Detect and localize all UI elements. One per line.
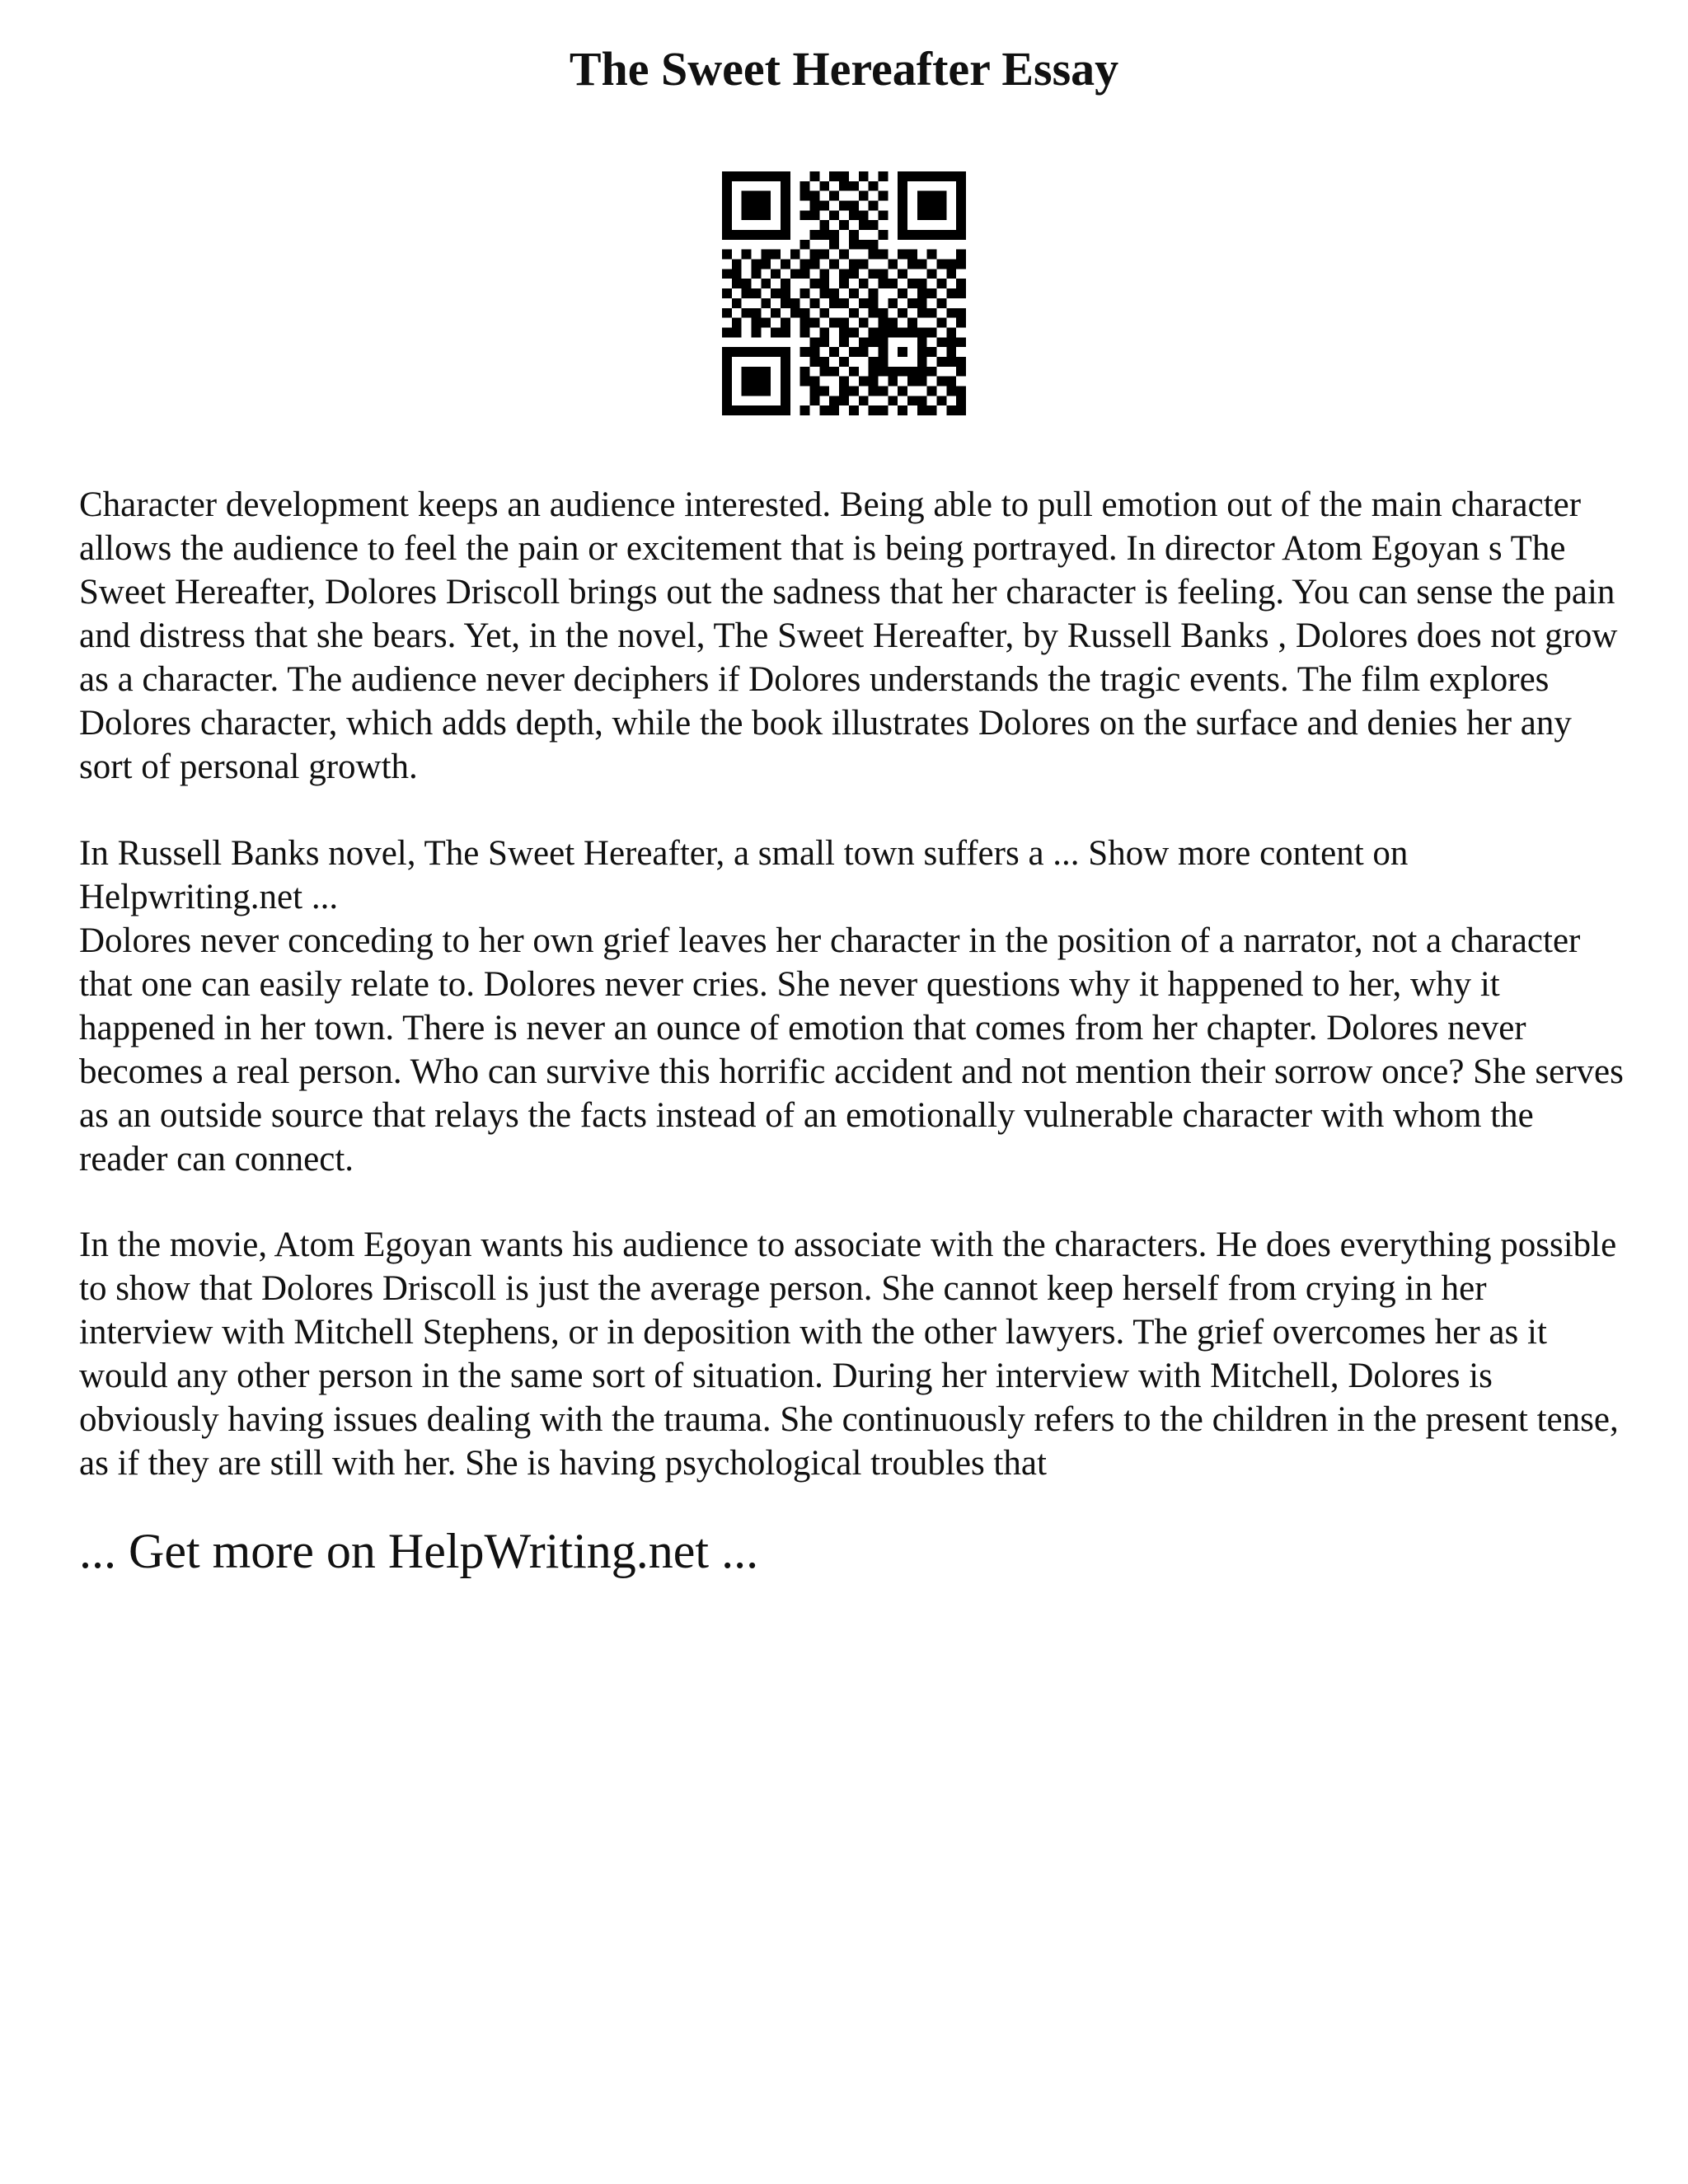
- document-title: The Sweet Hereafter Essay: [569, 42, 1119, 96]
- get-more-link[interactable]: ... Get more on HelpWriting.net ...: [79, 1524, 759, 1578]
- qr-code-icon: [722, 171, 966, 415]
- essay-paragraph-3: Dolores never conceding to her own grief leaves her character in the position of a narrator, not a character that one can easily relate to. Dolores never cries. She never questions why it happened to her, why it happened in her town. There is never an ounce of emotion that comes from her chapter. Dolores never becomes a real person. Who can survive this horrific accident and not mention their sorrow once? She serves as an outside source that relays the facts instead of an emotionally vulnerable character with whom the reader can connect.: [79, 921, 1624, 1179]
- essay-paragraph-4: In the movie, Atom Egoyan wants his audience to associate with the characters. He does everything possible to show that Dolores Driscoll is just the average person. She cannot keep herself from crying in her interview with Mitchell Stephens, or in deposition with the other lawyers. The grief overcomes her as it would any other person in the same sort of situation. During her interview with Mitchell, Dolores is obviously having issues dealing with the trauma. She continuously refers to the children in the present tense, as if they are still with her. She is having psychological troubles that: [79, 1226, 1619, 1483]
- essay-paragraph-1: Character development keeps an audience interested. Being able to pull emotion out of the main character allows the audience to feel the pain or excitement that is being portrayed. In director Atom Egoyan s The Sweet Hereafter, Dolores Driscoll brings out the sadness that her character is feeling. You can sense the pain and distress that she bears. Yet, in the novel, The Sweet Hereafter, by Russell Banks , Dolores does not grow as a character. The audience never deciphers if Dolores understands the tragic events. The film explores Dolores character, which adds depth, while the book illustrates Dolores on the surface and denies her any sort of personal growth.: [79, 485, 1618, 786]
- qr-code-graphic: [722, 171, 966, 415]
- essay-paragraph-2: In Russell Banks novel, The Sweet Hereafter, a small town suffers a ... Show more content on Helpwriting.net ...: [79, 834, 1409, 916]
